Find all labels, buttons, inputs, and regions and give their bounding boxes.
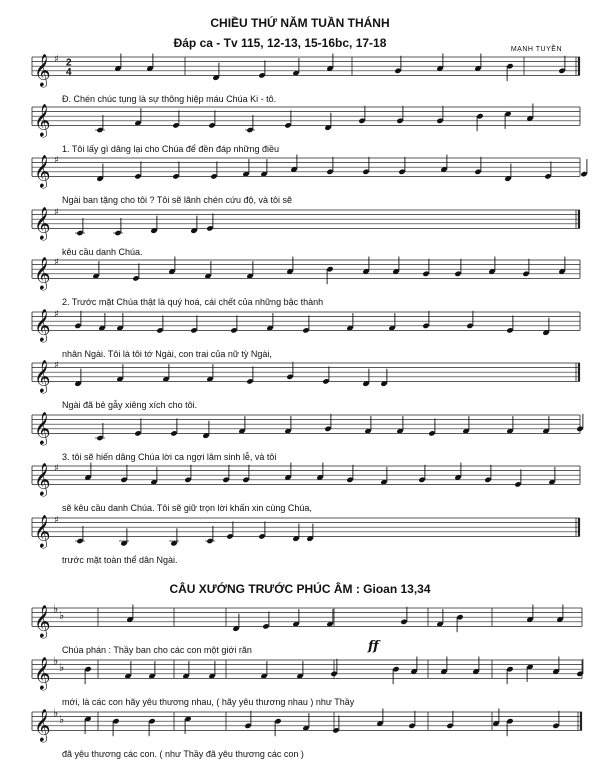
lyric-line: kêu cầu danh Chúa. bbox=[62, 247, 143, 258]
lyric-line: trước mặt toàn thể dân Ngài. bbox=[62, 555, 178, 566]
key-flat: ♭ bbox=[59, 661, 65, 674]
treble-clef-icon: 𝄞 bbox=[34, 206, 51, 240]
treble-clef-icon: 𝄞 bbox=[34, 154, 51, 188]
lyric-line: 3. tôi sẽ hiến dâng Chúa lời ca ngợi lâm sinh lễ, và tôi bbox=[62, 452, 277, 463]
key-sharp: ♯ bbox=[54, 360, 59, 371]
treble-clef-icon: 𝄞 bbox=[34, 359, 51, 393]
treble-clef-icon: 𝄞 bbox=[34, 604, 51, 638]
treble-clef-icon: 𝄞 bbox=[34, 53, 51, 87]
key-flat: ♭ bbox=[53, 602, 59, 616]
key-sharp: ♯ bbox=[54, 463, 59, 474]
key-sharp: ♯ bbox=[54, 309, 59, 320]
psalm-reference: Đáp ca - Tv 115, 12-13, 15-16bc, 17-18 bbox=[173, 36, 387, 50]
lyric-line: Chúa phán : Thầy ban cho các con một giới răn bbox=[62, 645, 252, 656]
key-sharp: ♯ bbox=[54, 54, 59, 65]
composer-name: MẠNH TUYỀN bbox=[510, 46, 562, 53]
key-flat: ♭ bbox=[53, 706, 59, 720]
treble-clef-icon: 𝄞 bbox=[34, 103, 51, 137]
treble-clef-icon: 𝄞 bbox=[34, 462, 51, 496]
key-flat: ♭ bbox=[59, 609, 65, 622]
treble-clef-icon: 𝄞 bbox=[34, 708, 51, 742]
lyric-line: mới, là các con hãy yêu thương nhau, ( hãy yêu thương nhau ) như Thầy bbox=[62, 697, 355, 708]
key-sharp: ♯ bbox=[54, 515, 59, 526]
key-flat: ♭ bbox=[59, 713, 65, 726]
key-flat: ♭ bbox=[53, 654, 59, 668]
lyric-line: Ngài ban tặng cho tôi ? Tôi sẽ lãnh chén cứu độ, và tôi sẽ bbox=[62, 195, 293, 206]
key-sharp: ♯ bbox=[54, 155, 59, 166]
lyric-line: sẽ kêu cầu danh Chúa. Tôi sẽ giữ trọn lời khấn xin cùng Chúa, bbox=[62, 503, 312, 514]
lyric-line: nhân Ngài. Tôi là tôi tớ Ngài, con trai của nữ tỳ Ngài, bbox=[62, 349, 272, 360]
treble-clef-icon: 𝄞 bbox=[34, 308, 51, 342]
key-sharp: ♯ bbox=[54, 207, 59, 218]
treble-clef-icon: 𝄞 bbox=[34, 256, 51, 290]
time-signature-bottom: 4 bbox=[66, 66, 72, 78]
lyric-line: Ngài đã bẻ gẫy xiêng xích cho tôi. bbox=[62, 400, 198, 411]
gospel-acclamation-title: CÂU XƯỚNG TRƯỚC PHÚC ÂM : Gioan 13,34 bbox=[169, 582, 431, 596]
lyric-line: 1. Tôi lấy gì dâng lại cho Chúa để đền đáp những điều bbox=[62, 144, 280, 155]
lyric-line: 2. Trước mặt Chúa thật là quý hoá, cái chết của những bậc thành bbox=[62, 297, 324, 308]
key-sharp: ♯ bbox=[54, 257, 59, 268]
lyric-line: đã yêu thương các con. ( như Thầy đã yêu thương các con ) bbox=[62, 749, 304, 760]
lyric-line: Đ. Chén chúc tụng là sự thông hiệp máu Chúa Ki - tô. bbox=[62, 94, 277, 105]
song-title: CHIỀU THỨ NĂM TUẦN THÁNH bbox=[210, 16, 390, 30]
dynamic-ff: ff bbox=[368, 639, 379, 654]
time-signature-top: 2 bbox=[66, 57, 72, 69]
treble-clef-icon: 𝄞 bbox=[34, 656, 51, 690]
treble-clef-icon: 𝄞 bbox=[34, 514, 51, 548]
treble-clef-icon: 𝄞 bbox=[34, 411, 51, 445]
